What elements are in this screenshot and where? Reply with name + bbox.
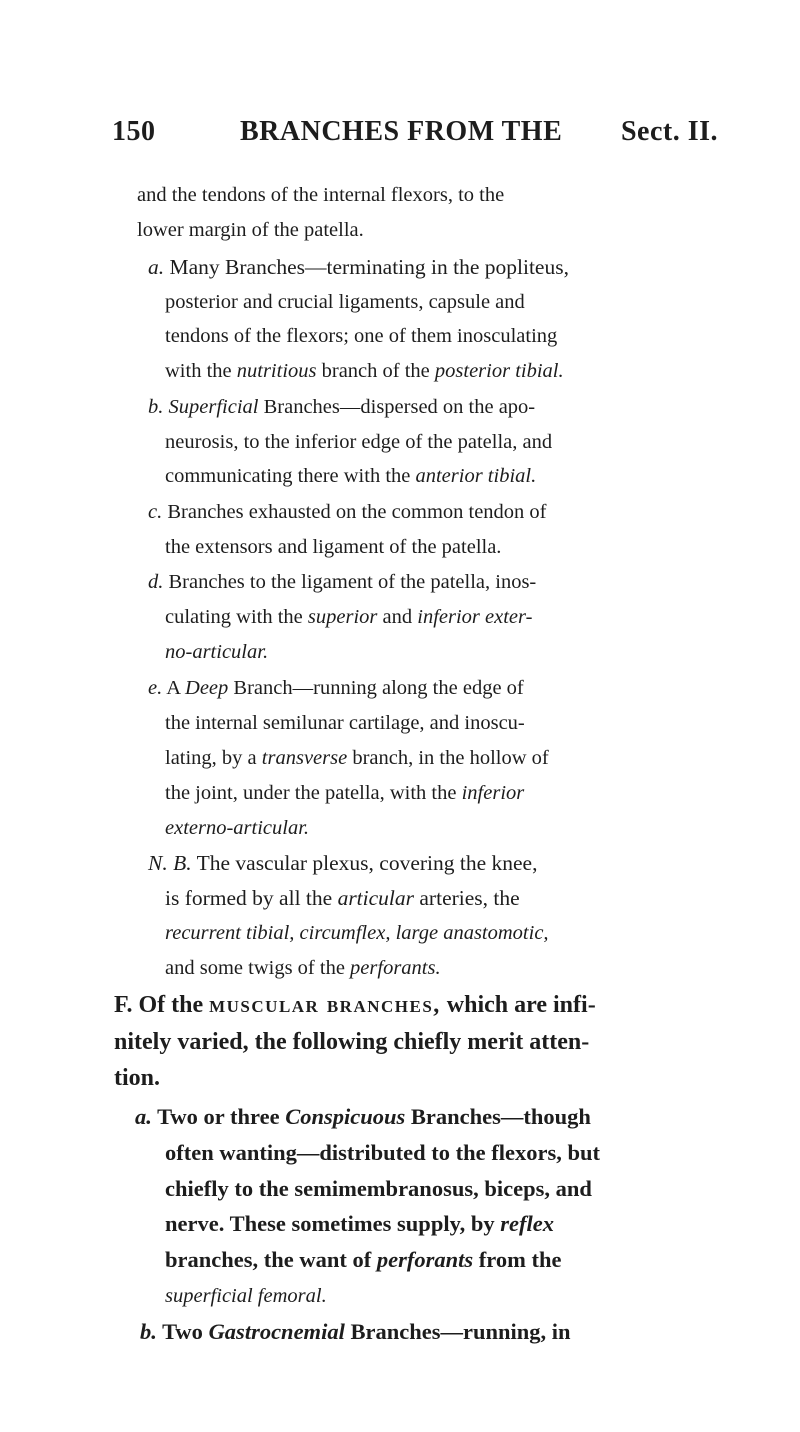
text-line: [165, 1281, 327, 1311]
text-run: muscular branches,: [209, 992, 441, 1018]
italic-text: reflex: [500, 1211, 554, 1236]
text-run: from the: [473, 1247, 562, 1272]
italic-text: b. Superficial: [148, 396, 259, 418]
text-run: branches, the want of: [165, 1247, 377, 1272]
italic-text: posterior tibial.: [434, 360, 564, 382]
italic-text: Deep: [185, 677, 229, 699]
text-run: The vascular plexus, covering the knee,: [191, 851, 538, 875]
text-run: branch of the: [316, 360, 435, 382]
text-line: [165, 287, 525, 317]
text-run: culating with the: [165, 606, 308, 628]
italic-text: inferior exter-: [417, 606, 533, 628]
text-line: [165, 1209, 554, 1239]
italic-text: c.: [148, 501, 163, 523]
italic-text: anterior tibial.: [415, 465, 537, 487]
text-line: [165, 883, 520, 913]
text-run: branch, in the hollow of: [347, 747, 549, 769]
text-run: the extensors and ligament of the patella.: [165, 536, 502, 558]
page-number: 150: [112, 116, 156, 147]
text-line: [165, 813, 309, 843]
italic-text: no-articular.: [165, 641, 269, 663]
text-line: [165, 918, 549, 948]
text-line: [165, 321, 557, 351]
text-line: [140, 1317, 571, 1347]
text-run: which are infi-: [440, 992, 596, 1018]
text-line: [165, 708, 525, 738]
text-line: [148, 252, 569, 282]
text-run: and some twigs of the: [165, 957, 351, 979]
text-run: often wanting—distributed to the flexors, but: [165, 1140, 601, 1165]
text-run: Branches—though: [405, 1104, 591, 1129]
text-line: [135, 1102, 591, 1132]
text-run: Branch—running along the edge of: [228, 677, 524, 699]
italic-text: Conspicuous: [285, 1104, 406, 1129]
text-line: [165, 461, 536, 491]
italic-text: N. B.: [148, 851, 192, 875]
text-line: [137, 215, 364, 245]
text-line: [148, 848, 537, 878]
text-line: [148, 497, 547, 527]
text-line: [165, 778, 524, 808]
text-line: [148, 567, 536, 597]
text-run: F. Of the: [114, 992, 210, 1018]
text-run: arteries, the: [414, 886, 520, 910]
text-line: [165, 1245, 561, 1275]
italic-text: d.: [148, 571, 164, 593]
text-run: is formed by all the: [165, 886, 338, 910]
text-run: Branches—dispersed on the apo-: [258, 396, 536, 418]
italic-text: e.: [148, 677, 163, 699]
italic-text: superficial femoral.: [165, 1285, 327, 1307]
text-run: communicating there with the: [165, 465, 416, 487]
text-run: A: [162, 677, 186, 699]
italic-text: b.: [140, 1319, 157, 1344]
text-line: [114, 990, 596, 1020]
text-run: and: [377, 606, 418, 628]
italic-text: perforants.: [350, 957, 441, 979]
italic-text: transverse: [261, 747, 348, 769]
text-run: Two: [156, 1319, 209, 1344]
text-run: neurosis, to the inferior edge of the patella, and: [165, 431, 553, 453]
text-line: [148, 392, 535, 422]
text-line: [114, 1063, 160, 1093]
italic-text: a.: [148, 255, 165, 279]
text-line: [165, 953, 441, 983]
text-run: the joint, under the patella, with the: [165, 782, 462, 804]
section-label: Sect. II.: [620, 116, 718, 147]
text-line: [114, 1027, 589, 1057]
text-run: Branches to the ligament of the patella, inos-: [163, 571, 537, 593]
text-line: [165, 637, 268, 667]
text-run: lating, by a: [165, 747, 262, 769]
text-line: [165, 1138, 600, 1168]
text-run: tion.: [114, 1065, 161, 1091]
italic-text: inferior: [461, 782, 525, 804]
text-run: Branches—running, in: [344, 1319, 571, 1344]
text-line: [148, 673, 524, 703]
text-run: Branches exhausted on the common tendon of: [162, 501, 547, 523]
text-line: [165, 743, 549, 773]
running-title: BRANCHES FROM THE: [240, 116, 563, 147]
text-run: tendons of the flexors; one of them inosculating: [165, 325, 558, 347]
text-run: and the tendons of the internal flexors, to the: [137, 184, 505, 206]
text-run: lower margin of the patella.: [137, 219, 364, 241]
text-run: posterior and crucial ligaments, capsule and: [165, 291, 525, 313]
text-run: Two or three: [151, 1104, 286, 1129]
italic-text: Gastrocnemial: [208, 1319, 345, 1344]
italic-text: superior: [307, 606, 378, 628]
text-run: with the: [165, 360, 237, 382]
text-line: [165, 427, 552, 457]
text-run: chiefly to the semimembranosus, biceps, and: [165, 1176, 592, 1201]
italic-text: nutritious: [236, 360, 317, 382]
text-run: nitely varied, the following chiefly merit atten-: [114, 1029, 590, 1055]
text-run: Many Branches—terminating in the popliteus,: [164, 255, 569, 279]
italic-text: recurrent tibial, circumflex, large anastomotic,: [165, 922, 549, 944]
text-line: [165, 1174, 592, 1204]
text-run: the internal semilunar cartilage, and inoscu-: [165, 712, 525, 734]
italic-text: articular: [337, 886, 415, 910]
text-run: nerve. These sometimes supply, by: [165, 1211, 501, 1236]
text-line: [137, 180, 504, 210]
running-head: [112, 116, 718, 156]
text-line: [165, 602, 532, 632]
italic-text: externo-articular.: [165, 817, 310, 839]
text-line: [165, 532, 501, 562]
italic-text: perforants: [376, 1247, 474, 1272]
italic-text: a.: [135, 1104, 152, 1129]
text-line: [165, 356, 564, 386]
